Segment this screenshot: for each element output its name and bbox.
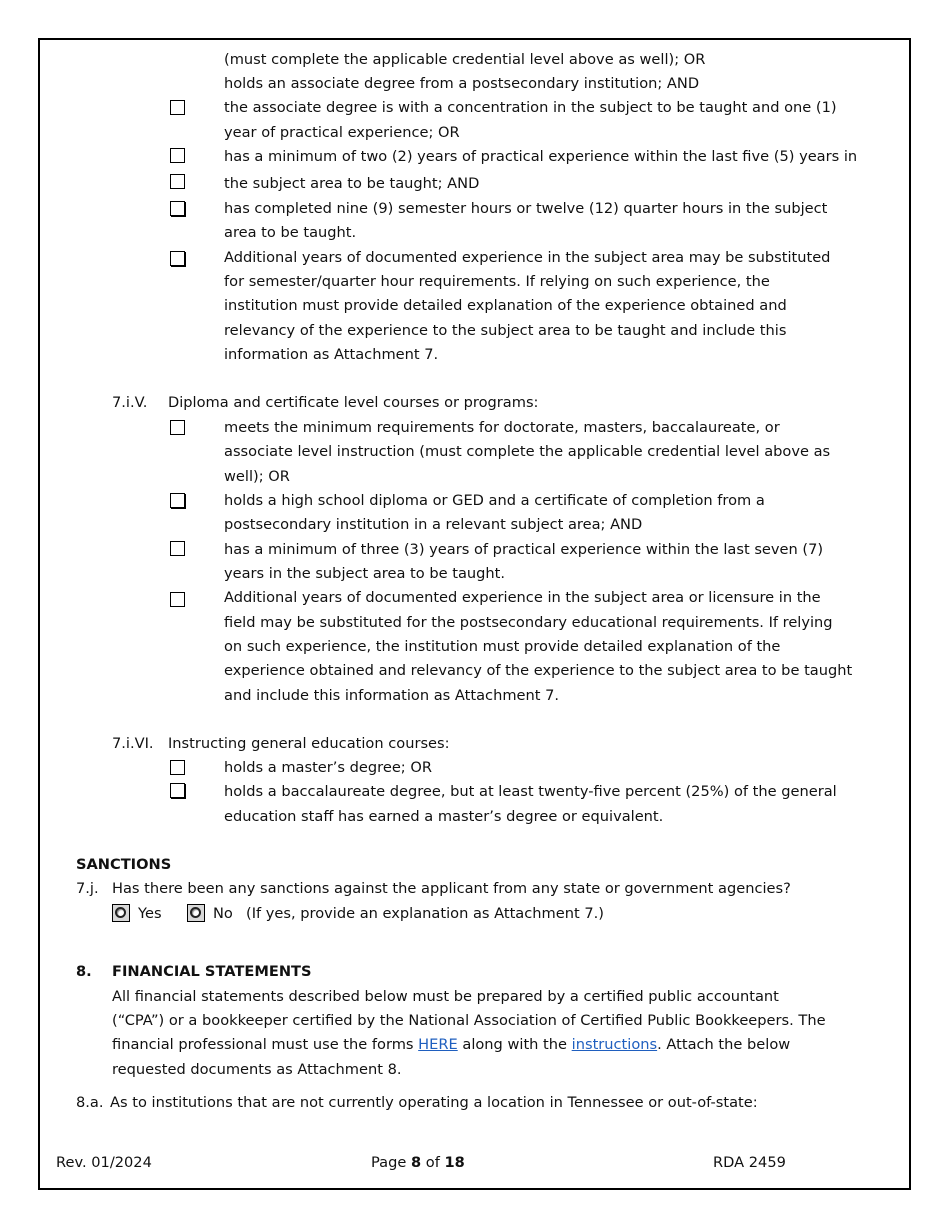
list-item-text: information as Attachment 7. xyxy=(224,346,439,363)
current-page: 8 xyxy=(410,1154,422,1171)
list-item-text: Additional years of documented experience in the subject area or licensure in the xyxy=(224,589,821,606)
list-item-text: experience obtained and relevancy of the experience to the subject area to be taught xyxy=(224,662,853,679)
list-item-text: associate level instruction (must complete the applicable credential level above as xyxy=(224,443,831,460)
radio-yes[interactable] xyxy=(112,904,130,922)
list-item-text: holds a baccalaureate degree, but at least twenty-five percent (25%) of the general xyxy=(224,783,837,800)
list-item-text: for semester/quarter hour requirements. If relying on such experience, the xyxy=(224,273,770,290)
page-word: Page xyxy=(371,1154,407,1171)
list-item-text: well); OR xyxy=(224,468,290,485)
radio-no-label: No xyxy=(213,905,233,922)
question-number: 7.j. xyxy=(76,880,99,897)
footer-revision: Rev. 01/2024 xyxy=(56,1154,152,1171)
list-item-text: has a minimum of two (2) years of practical experience within the last five (5) years in xyxy=(224,148,858,165)
paragraph-line: All financial statements described below must be prepared by a certified public accountant xyxy=(112,988,779,1005)
checkbox-diploma-additional-experience[interactable] xyxy=(170,592,185,607)
checkbox-diploma-three-years[interactable] xyxy=(170,541,185,556)
sanctions-question: Has there been any sanctions against the applicant from any state or government agencies? xyxy=(112,880,791,897)
list-item-text: meets the minimum requirements for doctorate, masters, baccalaureate, or xyxy=(224,419,780,436)
of-word: of xyxy=(425,1154,440,1171)
list-item-text: and include this information as Attachment 7. xyxy=(224,687,560,704)
section-title: Instructing general education courses: xyxy=(168,735,450,752)
paragraph-line: requested documents as Attachment 8. xyxy=(112,1061,402,1078)
list-item-text: institution must provide detailed explanation of the experience obtained and xyxy=(224,297,787,314)
section-number: 7.i.VI. xyxy=(112,735,154,752)
paragraph-line: (“CPA”) or a bookkeeper certified by the National Association of Certified Public Bookkeepers. The xyxy=(112,1012,826,1029)
section-number: 7.i.V. xyxy=(112,394,148,411)
list-item-text: holds a master’s degree; OR xyxy=(224,759,432,776)
checkbox-assoc-additional-experience[interactable] xyxy=(170,251,185,266)
paragraph-text: along with the xyxy=(457,1036,572,1053)
sub-section-text: As to institutions that are not currently operating a location in Tennessee or out-of-state: xyxy=(110,1094,758,1111)
paragraph-line xyxy=(112,1035,790,1055)
section-number: 8. xyxy=(76,963,92,980)
list-item-text: field may be substituted for the postsecondary educational requirements. If relying xyxy=(224,614,833,631)
instructions-link[interactable]: instructions xyxy=(571,1036,658,1053)
checkbox-gened-masters[interactable] xyxy=(170,760,185,775)
list-item-text: years in the subject area to be taught. xyxy=(224,565,506,582)
checkbox-assoc-semester-hours[interactable] xyxy=(170,201,185,216)
radio-no[interactable] xyxy=(187,904,205,922)
sanctions-heading: SANCTIONS xyxy=(76,856,172,873)
list-item-text: area to be taught. xyxy=(224,224,357,241)
checkbox-assoc-concentration[interactable] xyxy=(170,100,185,115)
list-item-text: has a minimum of three (3) years of practical experience within the last seven (7) xyxy=(224,541,824,558)
list-item-text: postsecondary institution in a relevant subject area; AND xyxy=(224,516,643,533)
footer-form-id: RDA 2459 xyxy=(713,1154,786,1171)
list-item-text: on such experience, the institution must provide detailed explanation of the xyxy=(224,638,781,655)
list-item-text: Additional years of documented experience in the subject area may be substituted xyxy=(224,249,831,266)
checkbox-gened-baccalaureate[interactable] xyxy=(170,783,185,798)
list-item-text: relevancy of the experience to the subject area to be taught and include this xyxy=(224,322,787,339)
section-title: Diploma and certificate level courses or programs: xyxy=(168,394,539,411)
sub-section-number: 8.a. xyxy=(76,1094,104,1111)
radio-yes-label: Yes xyxy=(138,905,162,922)
list-item-text: has completed nine (9) semester hours or twelve (12) quarter hours in the subject xyxy=(224,200,828,217)
list-item-text: the associate degree is with a concentration in the subject to be taught and one (1) xyxy=(224,99,837,116)
footer-page-number xyxy=(371,1153,465,1173)
continuation-line: holds an associate degree from a postsecondary institution; AND xyxy=(224,75,700,92)
list-item-text: holds a high school diploma or GED and a certificate of completion from a xyxy=(224,492,765,509)
total-pages: 18 xyxy=(444,1154,465,1171)
forms-here-link[interactable]: HERE xyxy=(418,1036,458,1053)
paragraph-text: financial professional must use the forms xyxy=(112,1036,419,1053)
list-item-text: education staff has earned a master’s degree or equivalent. xyxy=(224,808,664,825)
list-item-text: year of practical experience; OR xyxy=(224,124,460,141)
checkbox-assoc-subject-area[interactable] xyxy=(170,174,185,189)
list-item-text: the subject area to be taught; AND xyxy=(224,175,480,192)
checkbox-diploma-high-school[interactable] xyxy=(170,493,185,508)
sanctions-note: (If yes, provide an explanation as Attachment 7.) xyxy=(246,905,604,922)
checkbox-diploma-meets-minimum[interactable] xyxy=(170,420,185,435)
continuation-line: (must complete the applicable credential level above as well); OR xyxy=(224,51,706,68)
paragraph-text: . Attach the below xyxy=(657,1036,791,1053)
checkbox-assoc-two-years[interactable] xyxy=(170,148,185,163)
financial-heading: FINANCIAL STATEMENTS xyxy=(112,963,312,980)
